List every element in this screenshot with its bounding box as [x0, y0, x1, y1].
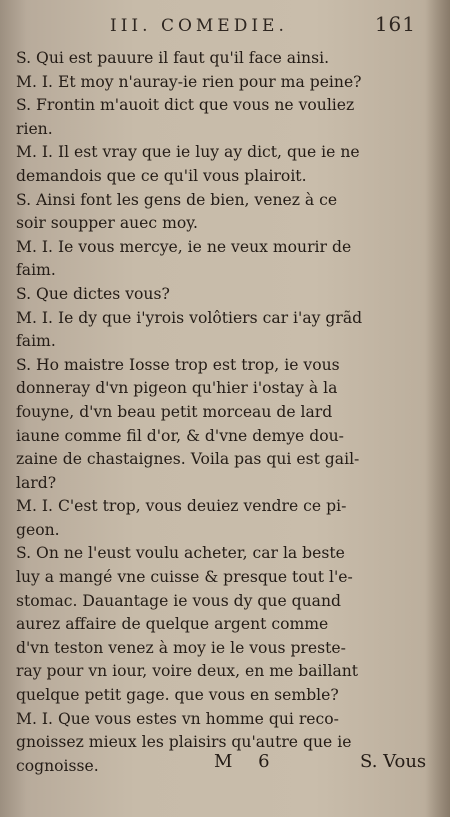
text-line: soir soupper auec moy.	[16, 214, 198, 233]
signature-mark: M 6	[214, 751, 280, 772]
text-line: faim.	[16, 261, 56, 280]
text-line: S. Que dictes vous?	[16, 284, 170, 303]
text-line: lard?	[16, 473, 57, 492]
text-line: iaune comme fil d'or, & d'vne demye dou-	[16, 426, 344, 445]
text-line: S. Frontin m'auoit dict que vous ne vouliez	[16, 96, 355, 115]
text-line: aurez affaire de quelque argent comme	[16, 615, 329, 634]
text-line: S. On ne l'eust voulu acheter, car la beste	[16, 544, 345, 563]
text-line: S. Ainsi font les gens de bien, venez à ce	[16, 190, 338, 209]
catchword: S. Vous	[360, 751, 427, 772]
page-footer	[0, 751, 450, 777]
page-header	[110, 12, 416, 46]
text-line: d'vn teston venez à moy ie le vous preste-	[16, 638, 346, 657]
text-line: luy a mangé vne cuisse & presque tout l'e-	[16, 568, 353, 587]
text-line: M. I. Que vous estes vn homme qui reco-	[16, 709, 339, 728]
text-line: faim.	[16, 332, 56, 351]
page-edge-shadow	[426, 0, 450, 817]
text-line: S. Qui est pauure il faut qu'il face ainsi.	[16, 49, 330, 67]
text-line: ray pour vn iour, voire deux, en me baillant	[16, 662, 359, 681]
page-number: 161	[374, 12, 416, 36]
body-text	[16, 47, 410, 778]
text-line: fouyne, d'vn beau petit morceau de lard	[16, 402, 333, 421]
text-line: demandois que ce qu'il vous plairoit.	[16, 166, 307, 185]
text-line: donneray d'vn pigeon qu'hier i'ostay à la	[16, 379, 338, 398]
text-line: quelque petit gage. que vous en semble?	[16, 686, 339, 705]
text-line: geon.	[16, 520, 60, 539]
text-line: rien.	[16, 119, 53, 138]
text-line: M. I. Et moy n'auray-ie rien pour ma peine?	[16, 72, 362, 91]
text-line: M. I. Il est vray que ie luy ay dict, que ie ne	[16, 143, 360, 162]
text-line: M. I. Ie dy que i'yrois volôtiers car i'ay grãd	[16, 308, 363, 327]
running-title: III. COMEDIE.	[110, 16, 288, 36]
text-line: cognoisse.	[16, 756, 99, 775]
text-line: zaine de chastaignes. Voila pas qui est gail-	[16, 450, 360, 469]
text-line: stomac. Dauantage ie vous dy que quand	[16, 591, 341, 610]
text-line: M. I. Ie vous mercye, ie ne veux mourir de	[16, 237, 352, 256]
text-line: M. I. C'est trop, vous deuiez vendre ce pi-	[16, 497, 347, 516]
text-line: gnoissez mieux les plaisirs qu'autre que ie	[16, 733, 352, 752]
text-line: S. Ho maistre Iosse trop est trop, ie vous	[16, 355, 340, 374]
